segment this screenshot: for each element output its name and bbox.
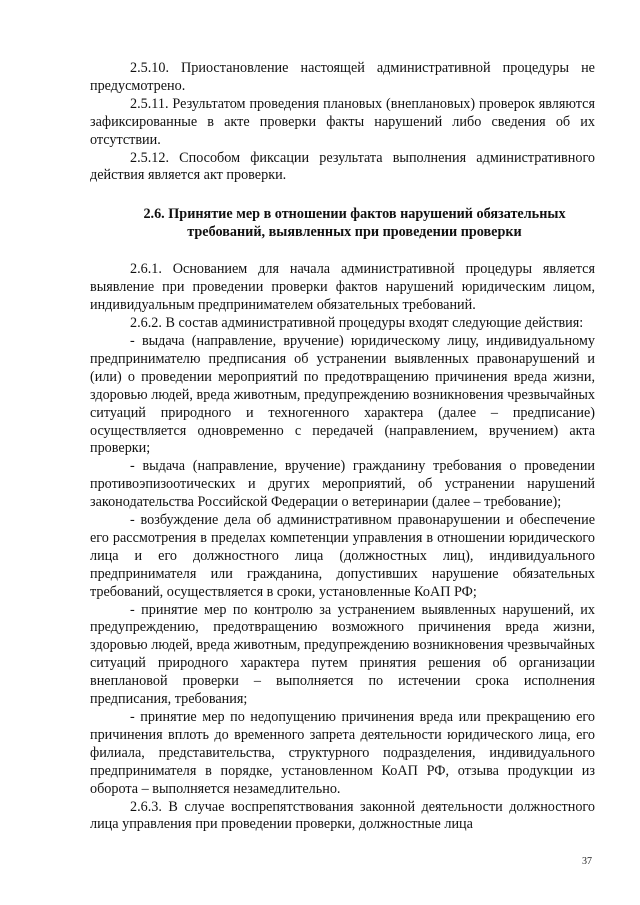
paragraph-2-6-1: 2.6.1. Основанием для начала административной процедуры является выявление при проведении проверки фактов нарушений юридическим лицом, индивидуальным предпринимателем обязательных требований. [90, 261, 595, 314]
paragraph-2-6-2: 2.6.2. В состав административной процедуры входят следующие действия: [130, 315, 584, 332]
page-number: 37 [582, 856, 592, 867]
spacer [90, 185, 595, 205]
list-item-predpisanie: - выдача (направление, вручение) юридическому лицу, индивидуальному предпринимателю предписания об устранении выявленных правонарушений и (или) о проведении мероприятий по предотвращению причинения вреда жизни, здоровью людей, вреда животным, предупреждению возникновения чрезвычайных ситуаций природного и техногенного характера (далее – предписание) осуществляется одновременно с передачей (направлением, вручением) акта проверки; [90, 332, 595, 457]
paragraph-2-5-11: 2.5.11. Результатом проведения плановых (внеплановых) проверок являются зафиксированные в акте проверки факты нарушений либо сведения об их отсутствии. [90, 95, 595, 148]
paragraph-2-5-12: 2.5.12. Способом фиксации результата выполнения административного действия является акт проверки. [90, 149, 595, 184]
list-item-trebovanie: - выдача (направление, вручение) гражданину требования о проведении противоэпизоотических и других мероприятий, об устранении нарушений законодательства Российской Федерации о ветеринарии (далее – требование); [90, 458, 595, 511]
list-item-vozbuzhdenie-dela: - возбуждение дела об административном правонарушении и обеспечение его рассмотрения в пределах компетенции управления в отношении юридического лица и его должностного лица (должностных лиц), индивидуального предпринимателя или гражданина, допустивших нарушение обязательных требований, осуществляется в сроки, установленные КоАП РФ; [90, 512, 595, 600]
list-item-kontrol-ustraneniya: - принятие мер по контролю за устранением выявленных нарушений, их предупреждению, предотвращению возможного причинения вреда жизни, здоровью людей, вреда животным, предупреждению возникновения чрезвычайных ситуаций природного характера путем принятия решения об организации внеплановой проверки – выполняется по истечении срока исполнения предписания, требования; [90, 601, 595, 708]
paragraph-2-6-3: 2.6.3. В случае воспрепятствования законной деятельности должностного лица управления при проведении проверки, должностные лица [90, 798, 595, 833]
list-item-nedopushchenie-vreda: - принятие мер по недопущению причинения вреда или прекращению его причинения вплоть до временного запрета деятельности юридического лица, его филиала, представительства, структурного подразделения, индивидуального предпринимателя в порядке, установленном КоАП РФ, отзыва продукции из оборота – выполняется незамедлительно. [90, 709, 595, 797]
paragraph-2-5-10: 2.5.10. Приостановление настоящей административной процедуры не предусмотрено. [90, 60, 595, 94]
document-body [90, 60, 595, 834]
section-heading-2-6: 2.6. Принятие мер в отношении фактов нарушений обязательных требований, выявленных при проведении проверки [143, 206, 566, 241]
